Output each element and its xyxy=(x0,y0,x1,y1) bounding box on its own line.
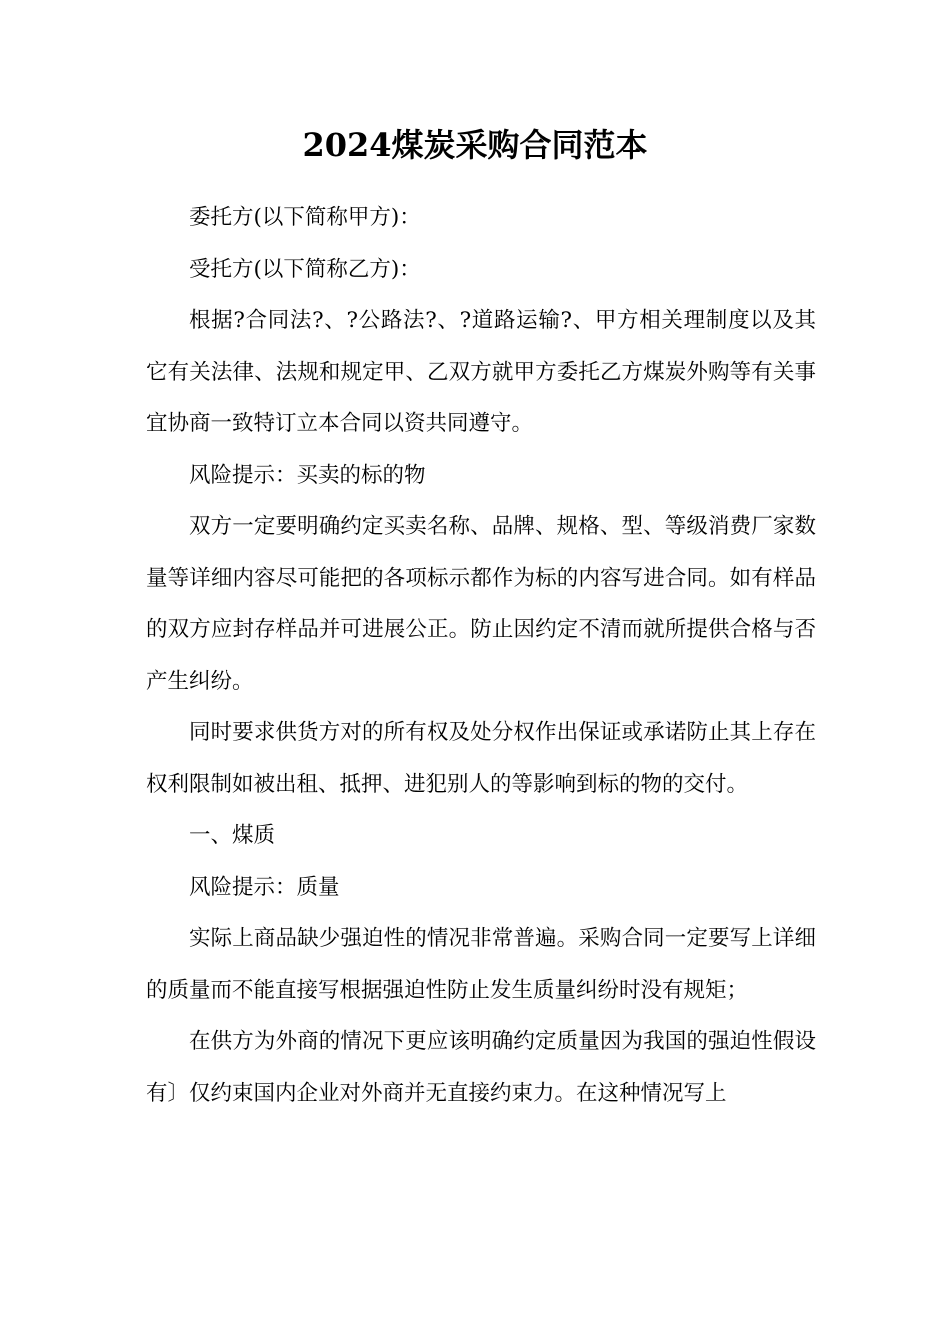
section-heading-coal-quality: 一、煤质 xyxy=(189,823,276,848)
paragraph-subject-details: 双方一定要明确约定买卖名称、品牌、规格、型、等级消费厂家数量等详细内容尽可能把的各项标示都作为标的内容写进合同。如有样品的双方应封存样品并可进展公正。防止因约定不清而就所提供合格与否产生纠纷。 xyxy=(146,514,816,694)
paragraph-ownership: 同时要求供货方对的所有权及处分权作出保证或承诺防止其上存在权利限制如被出租、抵押、进犯别人的等影响到标的物的交付。 xyxy=(146,720,816,797)
paragraph-risk-quality: 风险提示：质量 xyxy=(189,874,340,900)
paragraph-risk-subject: 风险提示：买卖的标的物 xyxy=(189,462,426,488)
paragraph-quality-standards: 实际上商品缺少强迫性的情况非常普遍。采购合同一定要写上详细的质量而不能直接写根据强迫性防止发生质量纠纷时没有规矩； xyxy=(146,926,816,1003)
document-body xyxy=(146,192,816,1119)
paragraph-basis: 根据?合同法?、?公路法?、?道路运输?、甲方相关理制度以及其它有关法律、法规和规定甲、乙双方就甲方委托乙方煤炭外购等有关事宜协商一致特订立本合同以资共同遵守。 xyxy=(146,308,816,436)
document-title: 2024煤炭采购合同范本 xyxy=(302,126,648,164)
paragraph-foreign-supplier: 在供方为外商的情况下更应该明确约定质量因为我国的强迫性假设有〕仅约束国内企业对外商并无直接约束力。在这种情况写上 xyxy=(146,1029,816,1106)
paragraph-agent: 受托方(以下简称乙方)： xyxy=(189,256,421,282)
paragraph-principal: 委托方(以下简称甲方)： xyxy=(189,205,421,230)
